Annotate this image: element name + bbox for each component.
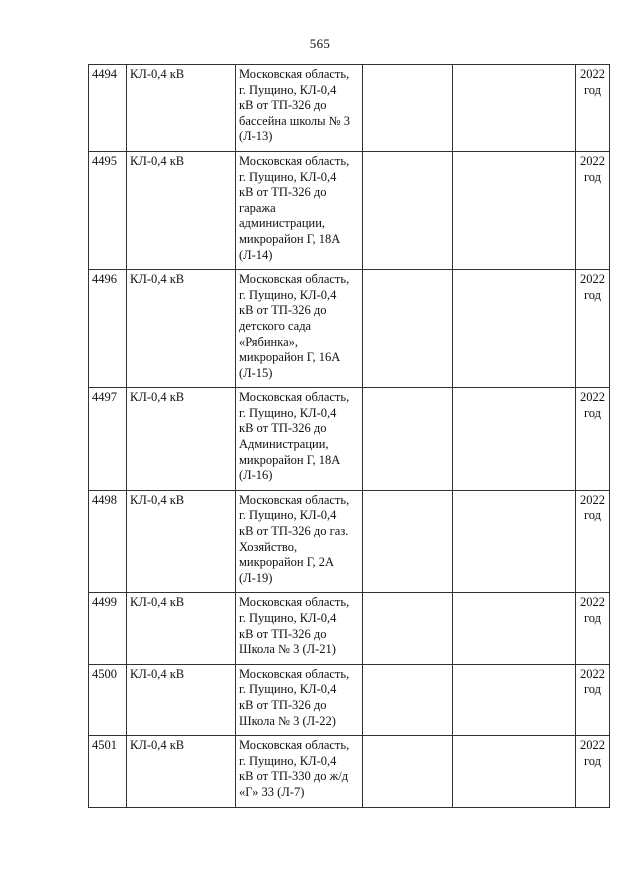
empty-cell [363, 736, 453, 807]
empty-cell [453, 736, 576, 807]
year-value: 2022 [580, 738, 605, 753]
year-unit: год [583, 753, 602, 768]
year-value: 2022 [580, 67, 605, 81]
description-line: кВ от ТП-326 до [239, 421, 327, 436]
line-type-cell: КЛ-0,4 кВ [127, 388, 236, 491]
description-line: г. Пущино, КЛ-0,4 [239, 169, 337, 184]
row-number-cell: 4494 [89, 65, 127, 152]
year-value: 2022 [580, 153, 605, 168]
description-line: детского сада [239, 318, 312, 333]
empty-cell [453, 593, 576, 664]
description-line: г. Пущино, КЛ-0,4 [239, 611, 337, 625]
year-value: 2022 [580, 272, 605, 287]
description-line: «Рябинка», [239, 334, 299, 349]
description-cell [236, 388, 363, 491]
empty-cell [453, 65, 576, 152]
empty-cell [453, 664, 576, 735]
description-line: бассейна школы № 3 [239, 113, 350, 128]
description-line: (Л-15) [239, 365, 273, 380]
year-value: 2022 [580, 595, 605, 610]
table-row [89, 388, 610, 491]
year-value: 2022 [580, 390, 605, 405]
table-row [89, 65, 610, 152]
description-cell [236, 593, 363, 664]
description-line: кВ от ТП-326 до [239, 303, 327, 318]
row-number-cell: 4499 [89, 593, 127, 664]
page-number: 565 [309, 36, 331, 51]
description-line: «Г» 33 (Л-7) [239, 784, 305, 799]
year-cell [576, 593, 610, 664]
description-cell [236, 490, 363, 593]
description-line: Администрации, [239, 437, 329, 452]
year-unit: год [583, 611, 602, 625]
description-line: (Л-16) [239, 468, 273, 483]
year-cell [576, 151, 610, 269]
description-line: микрорайон Г, 16А [239, 350, 341, 365]
description-line: кВ от ТП-326 до [239, 626, 327, 641]
description-line: г. Пущино, КЛ-0,4 [239, 682, 337, 697]
description-line: микрорайон Г, 18А [239, 452, 341, 467]
year-unit: год [583, 508, 602, 523]
description-line: Московская область, [239, 390, 350, 405]
table-row [89, 490, 610, 593]
empty-cell [453, 388, 576, 491]
registry-table [88, 64, 610, 808]
row-number-cell: 4495 [89, 151, 127, 269]
empty-cell [363, 151, 453, 269]
description-line: Московская область, [239, 666, 350, 681]
line-type-cell: КЛ-0,4 кВ [127, 65, 236, 152]
description-cell [236, 270, 363, 388]
table-row [89, 270, 610, 388]
description-line: кВ от ТП-326 до [239, 185, 327, 200]
line-type-cell: КЛ-0,4 кВ [127, 151, 236, 269]
year-cell [576, 736, 610, 807]
description-line: (Л-19) [239, 570, 273, 585]
description-line: Московская область, [239, 67, 350, 81]
description-line: кВ от ТП-326 до газ. [239, 524, 349, 539]
empty-cell [363, 593, 453, 664]
description-cell [236, 736, 363, 807]
description-cell [236, 664, 363, 735]
description-line: Московская область, [239, 595, 350, 610]
description-line: г. Пущино, КЛ-0,4 [239, 82, 337, 97]
description-cell [236, 151, 363, 269]
description-line: Школа № 3 (Л-21) [239, 642, 336, 657]
table-row [89, 593, 610, 664]
table-row [89, 664, 610, 735]
row-number-cell: 4498 [89, 490, 127, 593]
empty-cell [363, 388, 453, 491]
empty-cell [363, 664, 453, 735]
line-type-cell: КЛ-0,4 кВ [127, 270, 236, 388]
year-cell [576, 664, 610, 735]
row-number-cell: 4500 [89, 664, 127, 735]
year-unit: год [583, 82, 602, 97]
description-line: г. Пущино, КЛ-0,4 [239, 405, 337, 420]
table-row [89, 151, 610, 269]
description-line: микрорайон Г, 2А [239, 555, 335, 570]
row-number-cell: 4497 [89, 388, 127, 491]
description-line: кВ от ТП-326 до [239, 98, 327, 113]
year-cell [576, 490, 610, 593]
empty-cell [453, 151, 576, 269]
description-line: г. Пущино, КЛ-0,4 [239, 287, 337, 302]
row-number-cell: 4501 [89, 736, 127, 807]
description-line: (Л-14) [239, 247, 273, 262]
year-unit: год [583, 405, 602, 420]
description-line: гаража [239, 200, 276, 215]
description-line: администрации, [239, 216, 326, 231]
description-line: Московская область, [239, 492, 350, 507]
year-unit: год [583, 287, 602, 302]
description-line: Московская область, [239, 272, 350, 287]
description-line: микрорайон Г, 18А [239, 231, 341, 246]
line-type-cell: КЛ-0,4 кВ [127, 664, 236, 735]
row-number-cell: 4496 [89, 270, 127, 388]
year-cell [576, 270, 610, 388]
description-line: г. Пущино, КЛ-0,4 [239, 508, 337, 523]
empty-cell [363, 490, 453, 593]
description-line: г. Пущино, КЛ-0,4 [239, 753, 337, 768]
empty-cell [363, 270, 453, 388]
year-unit: год [583, 169, 602, 184]
description-line: Школа № 3 (Л-22) [239, 713, 336, 728]
year-unit: год [583, 682, 602, 697]
year-cell [576, 388, 610, 491]
description-line: кВ от ТП-330 до ж/д [239, 769, 349, 784]
description-line: (Л-13) [239, 129, 273, 144]
line-type-cell: КЛ-0,4 кВ [127, 490, 236, 593]
empty-cell [453, 270, 576, 388]
empty-cell [453, 490, 576, 593]
year-value: 2022 [580, 666, 605, 681]
description-line: кВ от ТП-326 до [239, 697, 327, 712]
table-row [89, 736, 610, 807]
description-line: Хозяйство, [239, 539, 298, 554]
description-line: Московская область, [239, 738, 350, 753]
description-line: Московская область, [239, 153, 350, 168]
year-value: 2022 [580, 492, 605, 507]
description-cell [236, 65, 363, 152]
registry-table-body [89, 65, 610, 808]
line-type-cell: КЛ-0,4 кВ [127, 736, 236, 807]
empty-cell [363, 65, 453, 152]
line-type-cell: КЛ-0,4 кВ [127, 593, 236, 664]
year-cell [576, 65, 610, 152]
